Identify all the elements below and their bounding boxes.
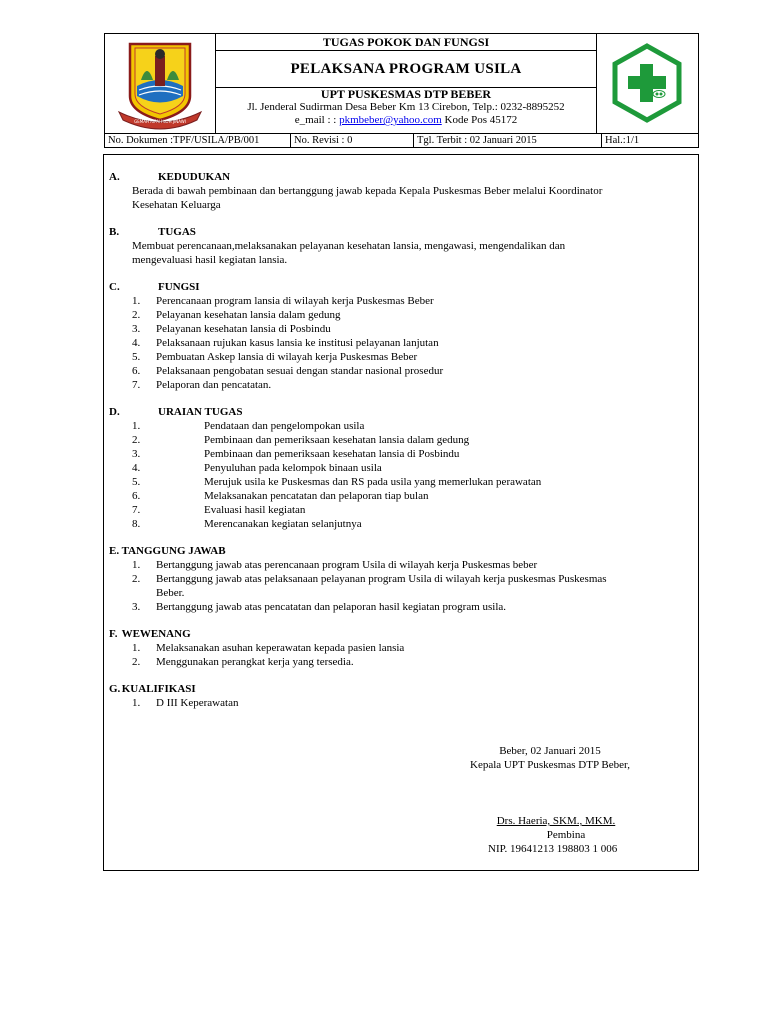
- revision-number: No. Revisi : 0: [290, 134, 413, 148]
- section-c-heading: C. FUNGSI: [109, 281, 200, 293]
- list-item-continuation: Beber.: [156, 587, 185, 599]
- list-item: 1. Melaksanakan asuhan keperawatan kepada pasien lansia: [132, 642, 405, 654]
- postcode: Kode Pos 45172: [444, 114, 518, 126]
- document-body: [108, 170, 693, 710]
- document-title: PELAKSANA PROGRAM USILA: [215, 51, 597, 88]
- list-item: 3. Bertanggung jawab atas pencatatan dan pelaporan hasil kegiatan program usila.: [132, 601, 507, 613]
- issue-date: Tgl. Terbit : 02 Januari 2015: [413, 134, 601, 148]
- list-item: 2. Bertanggung jawab atas pelaksanaan pelayanan program Usila di wilayah kerja puskesmas Puskesmas: [132, 573, 607, 585]
- section-b-heading: B. TUGAS: [109, 226, 196, 238]
- signatory-nip: NIP. 19641213 198803 1 006: [488, 843, 618, 855]
- section-b-line: mengevaluasi hasil kegiatan lansia.: [132, 254, 288, 266]
- signatory-rank: Pembina: [546, 829, 586, 841]
- list-item: 7. Pelaporan dan pencatatan.: [132, 379, 272, 391]
- list-item: 4. Penyuluhan pada kelompok binaan usila: [132, 462, 382, 474]
- signature-place-date: Beber, 02 Januari 2015: [499, 745, 601, 757]
- list-item: 6. Pelaksanaan pengobatan sesuai dengan standar nasional prosedur: [132, 365, 444, 377]
- section-g-heading: G. KUALIFIKASI: [109, 683, 196, 695]
- organization-name: UPT PUSKESMAS DTP BEBER: [320, 87, 492, 101]
- list-item: 2. Pembinaan dan pemeriksaan kesehatan lansia dalam gedung: [132, 434, 470, 446]
- list-item: 4. Pelaksanaan rujukan kasus lansia ke institusi pelayanan lanjutan: [132, 337, 439, 349]
- list-item: 1. Bertanggung jawab atas perencanaan program Usila di wilayah kerja Puskesmas beber: [132, 559, 538, 571]
- list-item: 5. Pembuatan Askep lansia di wilayah kerja Puskesmas Beber: [132, 351, 418, 363]
- section-e-heading: E. TANGGUNG JAWAB: [109, 545, 226, 557]
- emblem-motto: GEMAH RIPAH LOH JINAWI: [134, 119, 186, 124]
- list-item: 1. Perencanaan program lansia di wilayah kerja Puskesmas Beber: [132, 295, 434, 307]
- cirebon-regency-emblem: [105, 34, 215, 133]
- list-item: 8. Merencanakan kegiatan selanjutnya: [132, 518, 362, 530]
- list-item: 7. Evaluasi hasil kegiatan: [132, 504, 306, 516]
- list-item: 3. Pembinaan dan pemeriksaan kesehatan lansia di Posbindu: [132, 448, 460, 460]
- section-a-heading: A. KEDUDUKAN: [109, 171, 231, 183]
- email-label: e_mail : :: [294, 114, 337, 126]
- list-item: 2. Pelayanan kesehatan lansia dalam gedung: [132, 309, 341, 321]
- list-item: 1. Pendataan dan pengelompokan usila: [132, 420, 365, 432]
- list-item: 2. Menggunakan perangkat kerja yang tersedia.: [132, 656, 354, 668]
- document-info-bar: [105, 133, 698, 149]
- email-link[interactable]: pkmbeber@yahoo.com: [339, 114, 442, 126]
- section-a-line: Berada di bawah pembinaan dan bertanggung jawab kepada Kepala Puskesmas Beber melalui Koordinator: [132, 185, 603, 197]
- header-title-block: [215, 34, 597, 133]
- section-d-heading: D. URAIAN TUGAS: [109, 406, 243, 418]
- organization-contact: [215, 114, 597, 127]
- list-item: 1. D III Keperawatan: [132, 697, 239, 709]
- signatory-name: Drs. Haeria, SKM., MKM.: [496, 815, 616, 827]
- left-logo-cell: [105, 34, 216, 133]
- organization-address: Jl. Jenderal Sudirman Desa Beber Km 13 Cirebon, Telp.: 0232-8895252: [247, 101, 565, 113]
- page-number: Hal.:1/1: [601, 134, 698, 148]
- organization-info: [215, 88, 597, 127]
- list-item: 3. Pelayanan kesehatan lansia di Posbindu: [132, 323, 331, 335]
- section-a-line: Kesehatan Keluarga: [132, 199, 221, 211]
- puskesmas-logo-icon: [597, 34, 698, 133]
- document-header: [104, 33, 699, 148]
- right-logo-cell: [596, 34, 698, 133]
- doc-number: No. Dokumen :TPF/USILA/PB/001: [108, 135, 260, 146]
- section-f-heading: F. WEWENANG: [109, 628, 191, 640]
- section-b-line: Membuat perencanaan,melaksanakan pelayanan kesehatan lansia, mengawasi, mengendalikan dan: [132, 240, 566, 252]
- list-item: 6. Melaksanakan pencatatan dan pelaporan tiap bulan: [132, 490, 429, 502]
- signature-position: Kepala UPT Puskesmas DTP Beber,: [470, 759, 630, 771]
- header-subtitle: TUGAS POKOK DAN FUNGSI: [215, 34, 597, 51]
- list-item: 5. Merujuk usila ke Puskesmas dan RS pada usila yang memerlukan perawatan: [132, 476, 542, 488]
